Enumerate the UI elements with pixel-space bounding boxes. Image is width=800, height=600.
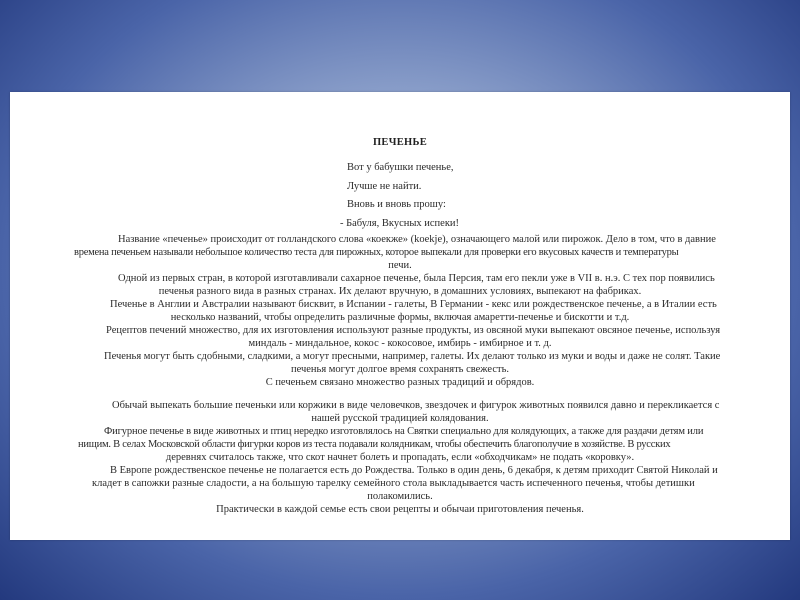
poem-line: Вновь и вновь прошу: (347, 199, 446, 210)
text-line: С печеньем связано множество разных традиций и обрядов. (265, 377, 535, 388)
text-line: нищим. В селах Московской области фигурки коров из теста подавали колядникам, чтобы обеспечить благополучие в хозяйстве. В русских (78, 439, 671, 450)
text-line: полакомились. (367, 491, 433, 502)
text-line: Одной из первых стран, в которой изготавливали сахарное печенье, была Персия, там его пекли уже в VII в. н.э. С тех пор появились (118, 273, 715, 284)
text-line: Название «печенье» происходит от голландского слова «коекже» (koekje), означающего малой или пирожок. Дело в том, что в давние (118, 234, 716, 245)
poem-line: Вот у бабушки печенье, (347, 162, 454, 173)
text-line: Печенья могут быть сдобными, сладкими, а могут пресными, например, галеты. Их делают только из муки и воды и даже не солят. Такие (104, 351, 721, 362)
document-title: ПЕЧЕНЬЕ (372, 137, 428, 148)
text-line: Печенье в Англии и Австралии называют бисквит, в Испании - галеты, В Германии - кекс или рождественское печенье, а в Италии есть (110, 299, 717, 310)
text-line: Обычай выпекать большие печеньки или коржики в виде человечков, звездочек и фигурок животных появился давно и перекликается с (112, 400, 720, 411)
text-line: Практически в каждой семье есть свои рецепты и обычаи приготовления печенья. (216, 504, 584, 515)
document-page (10, 92, 790, 540)
poem-line: Лучше не найти. (347, 181, 422, 192)
text-line: печи. (388, 260, 412, 271)
text-line: Фигурное печенье в виде животных и птиц нередко изготовлялось на Святки специально для колядующих, а также для раздачи детям или (104, 426, 704, 437)
text-line: деревнях считалось также, что скот начнет болеть и пропадать, если «обходчикам» не подать «коровку». (165, 452, 635, 463)
text-line: несколько названий, чтобы определить различные формы, включая амаретти-печенье и бискотти и т.д. (170, 312, 630, 323)
poem-line: - Бабуля, Вкусных испеки! (340, 218, 460, 229)
text-line: миндаль - миндальное, кокос - кокосовое, имбирь - имбирное и т. д. (248, 338, 552, 349)
text-line: Рецептов печений множество, для их изготовления используют разные продукты, из овсяной муки выпекают овсяное печенье, используя (106, 325, 721, 336)
text-line: кладет в сапожки разные сладости, а на большую тарелку семейного стола выкладывается часть испеченного печенья, чтобы детишки (92, 478, 695, 489)
text-line: В Европе рождественское печенье не полагается есть до Рождества. Только в один день, 6 декабря, к детям приходит Святой Николай и (110, 465, 718, 476)
text-line: печенья разного вида в разных странах. Их делают вручную, в домашних условиях, выпекают на фабриках. (158, 286, 642, 297)
text-line: нашей русской традицией колядования. (311, 413, 489, 424)
text-line: времена печеньем называли небольшое количество теста для пирожных, которое выпекали для проверки его вкусовых качеств и температуры (74, 247, 679, 258)
text-line: печенья могут долгое время сохранять свежесть. (290, 364, 510, 375)
